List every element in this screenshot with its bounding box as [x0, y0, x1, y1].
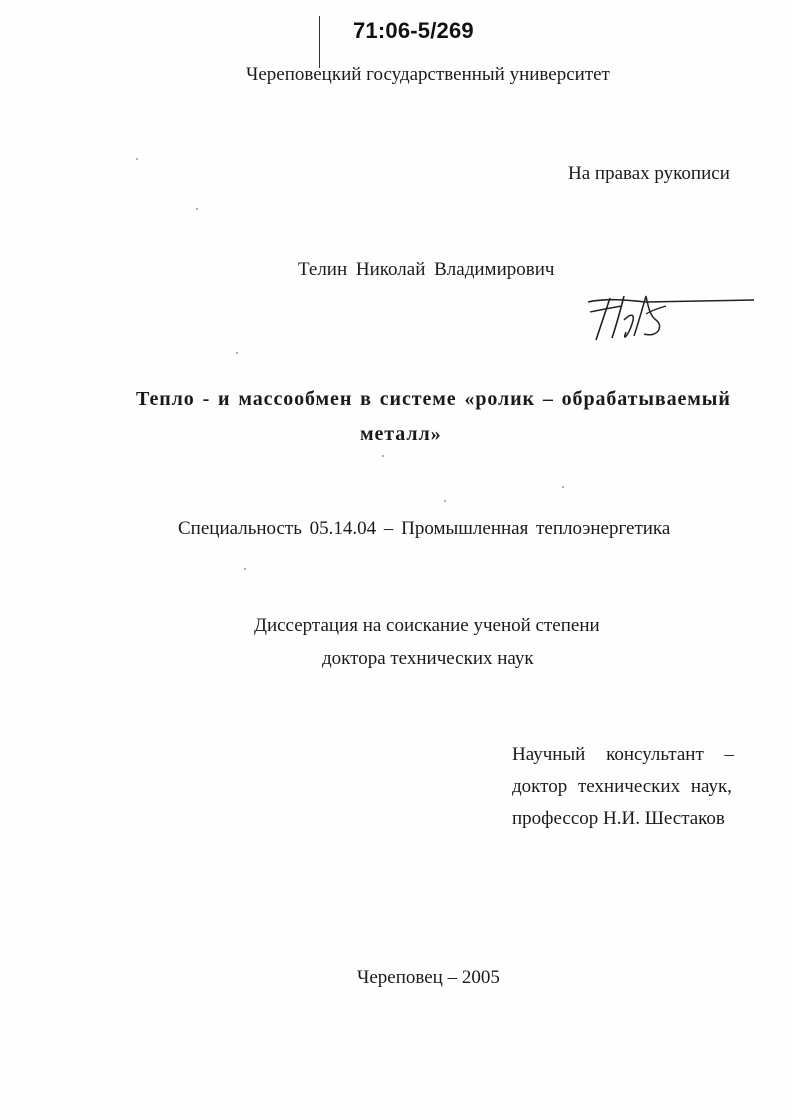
scan-speck [196, 208, 198, 210]
author-name: Телин Николай Владимирович [298, 259, 555, 280]
scan-speck [236, 352, 238, 354]
handwritten-signature [586, 290, 756, 350]
specialty-line: Специальность 05.14.04 – Промышленная теплоэнергетика [178, 518, 671, 539]
scan-speck [244, 568, 246, 570]
manuscript-rights-note: На правах рукописи [568, 163, 730, 184]
degree-statement-line-1: Диссертация на соискание ученой степени [254, 615, 600, 636]
scan-margin-line [319, 16, 320, 68]
scan-speck [562, 486, 564, 488]
scan-speck [444, 500, 446, 502]
consultant-degree: доктор технических наук, [512, 776, 732, 797]
consultant-name: профессор Н.И. Шестаков [512, 808, 725, 829]
dissertation-title-line-2: металл» [360, 423, 442, 445]
city-and-year: Череповец – 2005 [357, 967, 500, 988]
archive-code: 71:06-5/269 [353, 18, 474, 43]
scan-speck [382, 455, 384, 457]
degree-statement-line-2: доктора технических наук [322, 648, 534, 669]
dissertation-title-line-1: Тепло - и массообмен в системе «ролик – обрабатываемый [136, 388, 731, 410]
consultant-label: Научный консультант – [512, 744, 734, 765]
university-name: Череповецкий государственный университет [246, 64, 610, 85]
scan-speck [136, 158, 138, 160]
